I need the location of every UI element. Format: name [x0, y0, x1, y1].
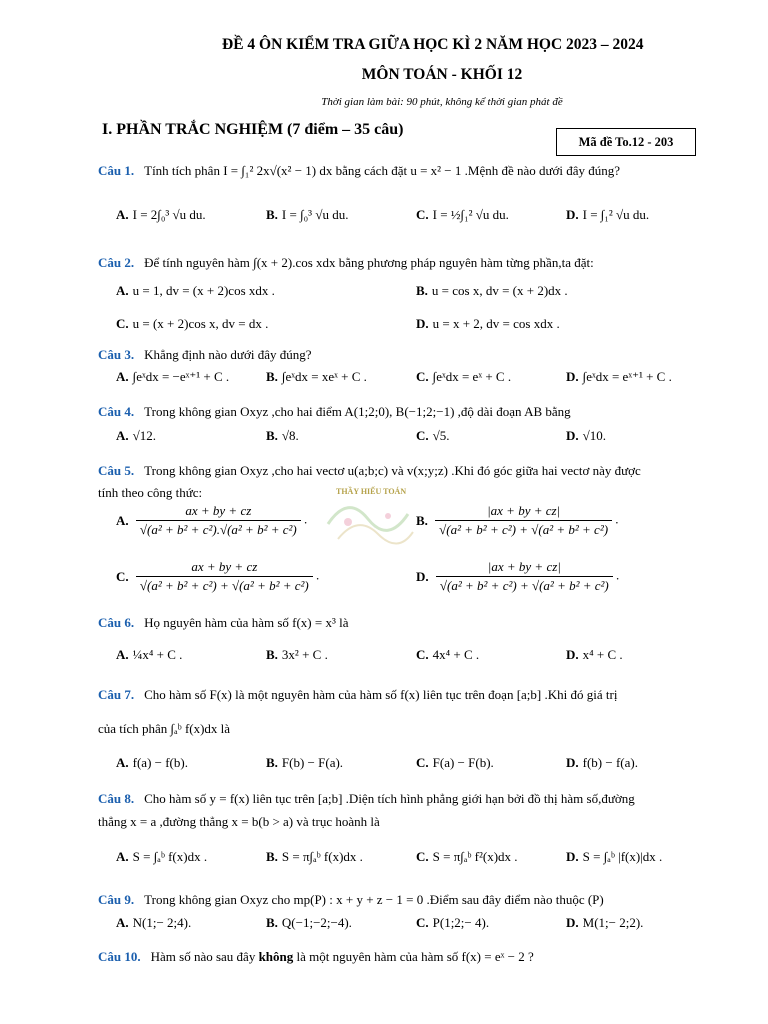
question-text: Trong không gian Oxyz ,cho hai điểm A(1;2;0), B(−1;2;−1) ,độ dài đoạn AB bằng — [144, 404, 571, 419]
option-c[interactable]: C. ∫eˣdx = eˣ + C . — [416, 369, 512, 384]
option-numerator: ax + by + cz — [136, 502, 301, 521]
option-a[interactable]: A. N(1;− 2;4). — [116, 915, 192, 930]
option-text: ∫eˣdx = −eˣ⁺¹ + C . — [132, 369, 230, 384]
option-text: f(a) − f(b). — [132, 755, 188, 770]
option-c[interactable]: C. $\frac{ax + by + cz}{\text{√(a² + b² + c²) + √(a² + b² + c²)}}$ . — [116, 559, 320, 593]
question-10 — [98, 948, 534, 966]
option-numerator: ax + by + cz — [136, 558, 313, 577]
option-text: ∫eˣdx = eˣ + C . — [432, 369, 512, 384]
question-number: Câu 7. — [98, 687, 135, 702]
option-text: u = 1, dv = (x + 2)cos xdx . — [132, 283, 275, 298]
option-text: 3x² + C . — [281, 647, 328, 662]
option-text: √8. — [281, 428, 299, 443]
option-numerator: |ax + by + cz| — [436, 558, 613, 577]
option-text: S = ∫ₐᵇ |f(x)|dx . — [582, 849, 663, 864]
question-number: Câu 2. — [98, 255, 135, 270]
question-text: Để tính nguyên hàm ∫(x + 2).cos xdx bằng phương pháp nguyên hàm từng phần,ta đặt: — [144, 255, 594, 270]
watermark-text: THẦY HIẾU TOÁN — [336, 487, 407, 496]
option-b[interactable]: B. √8. — [266, 428, 299, 443]
option-a[interactable]: A. ¼x⁴ + C . — [116, 647, 183, 662]
option-text: N(1;− 2;4). — [132, 915, 192, 930]
option-text: u = x + 2, dv = cos xdx . — [432, 316, 560, 331]
question-8 — [98, 790, 635, 808]
option-text: I = ∫₀³ √u du. — [281, 207, 349, 222]
option-text: u = (x + 2)cos x, dv = dx . — [132, 316, 269, 331]
question-4 — [98, 403, 571, 421]
question-text: Cho hàm số y = f(x) liên tục trên [a;b] .Diện tích hình phẳng giới hạn bởi đồ thị hàm số,đường — [144, 791, 635, 806]
option-text: S = ∫ₐᵇ f(x)dx . — [132, 849, 208, 864]
option-b[interactable]: B. Q(−1;−2;−4). — [266, 915, 352, 930]
question-text-continued: tính theo công thức: — [98, 485, 203, 500]
option-a[interactable]: A. ∫eˣdx = −eˣ⁺¹ + C . — [116, 369, 230, 384]
question-text: Khẳng định nào dưới đây đúng? — [144, 347, 312, 362]
section-heading: I. PHẦN TRẮC NGHIỆM (7 điểm – 35 câu) — [102, 121, 404, 138]
option-text: f(b) − f(a). — [582, 755, 638, 770]
question-number: Câu 5. — [98, 463, 135, 478]
question-number: Câu 8. — [98, 791, 135, 806]
option-a[interactable]: A. S = ∫ₐᵇ f(x)dx . — [116, 849, 208, 864]
option-d[interactable]: D. $\frac{|ax + by + cz|}{\text{√(a² + b² + c²) + √(a² + b² + c²)}}$ . — [416, 559, 620, 593]
option-c[interactable]: C. S = π∫ₐᵇ f²(x)dx . — [416, 849, 518, 864]
option-text: x⁴ + C . — [582, 647, 623, 662]
option-d[interactable]: D. ∫eˣdx = eˣ⁺¹ + C . — [566, 369, 672, 384]
option-text: F(a) − F(b). — [432, 755, 494, 770]
option-text: M(1;− 2;2). — [582, 915, 644, 930]
option-c[interactable]: C. √5. — [416, 428, 450, 443]
option-text: ∫eˣdx = xeˣ + C . — [281, 369, 367, 384]
option-text: ¼x⁴ + C . — [132, 647, 183, 662]
option-d[interactable]: D. √10. — [566, 428, 607, 443]
option-denominator: √(a² + b² + c²).√(a² + b² + c²) — [139, 522, 297, 537]
option-b[interactable]: B. I = ∫₀³ √u du. — [266, 207, 349, 222]
question-text: Trong không gian Oxyz cho mp(P) : x + y + z − 1 = 0 .Điểm sau đây điểm nào thuộc (P) — [144, 892, 604, 907]
option-text: u = cos x, dv = (x + 2)dx . — [431, 283, 568, 298]
option-denominator: √(a² + b² + c²) + √(a² + b² + c²) — [439, 578, 609, 593]
option-text: Q(−1;−2;−4). — [281, 915, 352, 930]
option-b[interactable]: B. 3x² + C . — [266, 647, 328, 662]
exam-code-box: Mã đề To.12 - 203 — [556, 128, 696, 156]
option-text: ∫eˣdx = eˣ⁺¹ + C . — [582, 369, 672, 384]
question-text: là một nguyên hàm của hàm số f(x) = eˣ − 2 ? — [293, 949, 534, 964]
option-b[interactable]: B. $\frac{|ax + by + cz|}{\text{√(a² + b² + c²) + √(a² + b² + c²)}}$ . — [416, 503, 619, 537]
option-b[interactable]: B. S = π∫ₐᵇ f(x)dx . — [266, 849, 363, 864]
option-a[interactable]: A. u = 1, dv = (x + 2)cos xdx . — [116, 283, 275, 298]
option-d[interactable]: D. I = ∫₁² √u du. — [566, 207, 650, 222]
question-number: Câu 9. — [98, 892, 135, 907]
option-text: √12. — [132, 428, 157, 443]
option-a[interactable]: A. √12. — [116, 428, 157, 443]
option-denominator: √(a² + b² + c²) + √(a² + b² + c²) — [439, 522, 609, 537]
question-text: Hàm số nào sau đây — [150, 949, 259, 964]
option-b[interactable]: B. F(b) − F(a). — [266, 755, 344, 770]
option-c[interactable]: C. 4x⁴ + C . — [416, 647, 480, 662]
option-text: √10. — [582, 428, 607, 443]
exam-title: ĐỀ 4 ÔN KIỂM TRA GIỮA HỌC KÌ 2 NĂM HỌC 2023 – 2024 — [222, 36, 644, 53]
option-c[interactable]: C. I = ½∫₁² √u du. — [416, 207, 509, 222]
option-text: I = ½∫₁² √u du. — [432, 207, 509, 222]
question-text-continued: của tích phân ∫ₐᵇ f(x)dx là — [98, 721, 231, 736]
option-b[interactable]: B. u = cos x, dv = (x + 2)dx . — [416, 283, 568, 298]
question-number: Câu 3. — [98, 347, 135, 362]
question-2 — [98, 254, 594, 272]
question-text: Cho hàm số F(x) là một nguyên hàm của hàm số f(x) liên tục trên đoạn [a;b] .Khi đó giá trị — [144, 687, 618, 702]
option-denominator: √(a² + b² + c²) + √(a² + b² + c²) — [139, 578, 309, 593]
option-a[interactable]: A. f(a) − f(b). — [116, 755, 188, 770]
option-d[interactable]: D. u = x + 2, dv = cos xdx . — [416, 316, 560, 331]
option-text: P(1;2;− 4). — [432, 915, 490, 930]
option-a[interactable]: A. I = 2∫₀³ √u du. — [116, 207, 206, 222]
question-number: Câu 6. — [98, 615, 135, 630]
option-d[interactable]: D. M(1;− 2;2). — [566, 915, 644, 930]
question-7 — [98, 686, 617, 704]
option-text: I = ∫₁² √u du. — [582, 207, 650, 222]
question-number: Câu 4. — [98, 404, 135, 419]
question-3 — [98, 346, 312, 364]
question-text: Trong không gian Oxyz ,cho hai vectơ u(a;b;c) và v(x;y;z) .Khi đó góc giữa hai vectơ này được — [144, 463, 641, 478]
question-emphasis: không — [258, 949, 294, 964]
option-a[interactable]: A. $\frac{ax + by + cz}{\text{√(a² + b² + c²).√(a² + b² + c²)}}$ . — [116, 503, 308, 537]
question-text-continued: thẳng x = a ,đường thẳng x = b(b > a) và trục hoành là — [98, 814, 380, 829]
option-d[interactable]: D. x⁴ + C . — [566, 647, 623, 662]
option-text: I = 2∫₀³ √u du. — [132, 207, 206, 222]
exam-subject: MÔN TOÁN - KHỐI 12 — [361, 66, 523, 83]
question-text: Tính tích phân I = ∫₁² 2x√(x² − 1) dx bằng cách đặt u = x² − 1 .Mệnh đề nào dưới đây đúng? — [144, 163, 621, 178]
option-b[interactable]: B. ∫eˣdx = xeˣ + C . — [266, 369, 367, 384]
option-text: S = π∫ₐᵇ f²(x)dx . — [432, 849, 518, 864]
question-6 — [98, 614, 349, 632]
option-text: √5. — [432, 428, 450, 443]
option-text: S = π∫ₐᵇ f(x)dx . — [281, 849, 363, 864]
question-9 — [98, 891, 604, 909]
option-c[interactable]: C. P(1;2;− 4). — [416, 915, 490, 930]
question-text: Họ nguyên hàm của hàm số f(x) = x³ là — [144, 615, 349, 630]
option-c[interactable]: C. u = (x + 2)cos x, dv = dx . — [116, 316, 269, 331]
question-5 — [98, 462, 641, 480]
time-note: Thời gian làm bài: 90 phút, không kể thời gian phát đề — [321, 96, 563, 108]
question-number: Câu 10. — [98, 949, 141, 964]
option-numerator: |ax + by + cz| — [435, 502, 612, 521]
option-d[interactable]: D. S = ∫ₐᵇ |f(x)|dx . — [566, 849, 663, 864]
question-1 — [98, 162, 620, 180]
question-number: Câu 1. — [98, 163, 135, 178]
option-d[interactable]: D. f(b) − f(a). — [566, 755, 638, 770]
option-text: F(b) − F(a). — [281, 755, 344, 770]
option-c[interactable]: C. F(a) − F(b). — [416, 755, 494, 770]
option-text: 4x⁴ + C . — [432, 647, 480, 662]
